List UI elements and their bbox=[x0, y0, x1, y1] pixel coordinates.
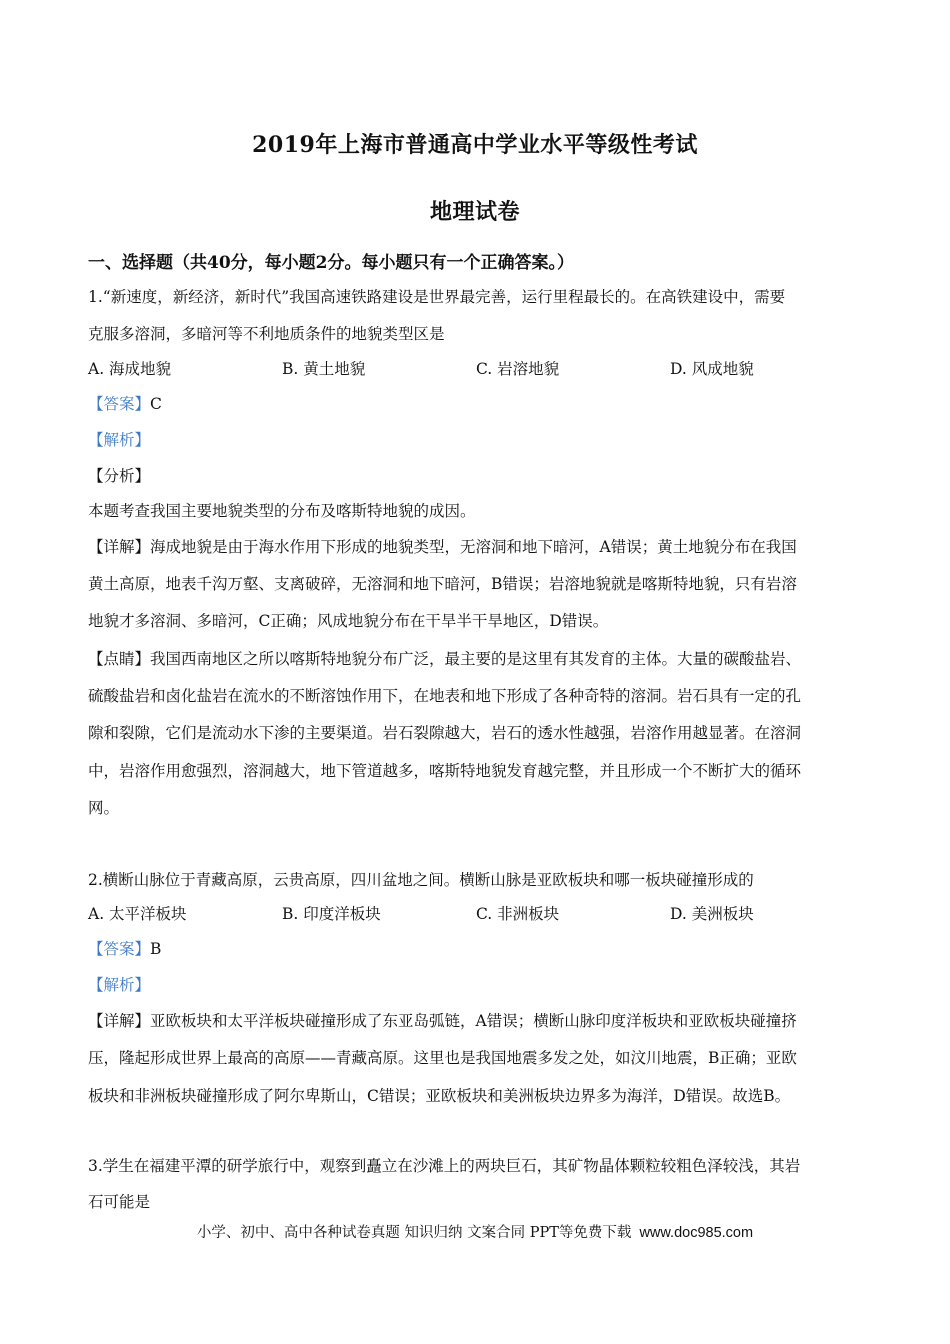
section-heading: 一、选择题（共40分，每小题2分。每小题只有一个正确答案。） bbox=[88, 253, 574, 273]
q1-detail-line-1: 【详解】海成地貌是由于海水作用下形成的地貌类型，无溶洞和地下暗河，A错误；黄土地貌分布在我国 bbox=[88, 538, 797, 556]
q1-fenxi-tag: 【分析】 bbox=[88, 467, 151, 485]
q1-detail-line-3: 地貌才多溶洞、多暗河，C正确；风成地貌分布在干旱半干旱地区，D错误。 bbox=[88, 612, 609, 630]
q2-detail-line-2: 压，隆起形成世界上最高的高原——青藏高原。这里也是我国地震多发之处，如汶川地震，B正确；亚欧 bbox=[88, 1049, 797, 1067]
q1-option-b: B. 黄土地貌 bbox=[282, 360, 366, 378]
q1-answer bbox=[88, 392, 868, 414]
q1-dianjing-line-2: 硫酸盐岩和卤化盐岩在流水的不断溶蚀作用下，在地表和地下形成了各种奇特的溶洞。岩石具有一定的孔 bbox=[88, 687, 802, 705]
footer-url[interactable]: www.doc985.com bbox=[639, 1225, 754, 1241]
q2-option-a: A. 太平洋板块 bbox=[88, 905, 187, 923]
q2-options bbox=[88, 902, 868, 924]
q1-detail-line-2: 黄土高原，地表千沟万壑、支离破碎，无溶洞和地下暗河，B错误；岩溶地貌就是喀斯特地貌，只有岩溶 bbox=[88, 575, 797, 593]
q1-stem-line-2: 克服多溶洞，多暗河等不利地质条件的地貌类型区是 bbox=[88, 325, 445, 343]
q3-stem-line-1: 3.学生在福建平潭的研学旅行中，观察到矗立在沙滩上的两块巨石，其矿物晶体颗粒较粗色泽较浅，其岩 bbox=[88, 1157, 801, 1175]
q1-analysis-tag: 【解析】 bbox=[88, 431, 151, 449]
q1-fenxi-text: 本题考查我国主要地貌类型的分布及喀斯特地貌的成因。 bbox=[88, 502, 476, 520]
q3-stem-line-2: 石可能是 bbox=[88, 1193, 151, 1211]
q2-option-d: D. 美洲板块 bbox=[670, 905, 754, 923]
answer-tag: 【答案】 bbox=[88, 940, 151, 958]
page-footer bbox=[0, 1221, 950, 1242]
q1-dianjing-line-4: 中，岩溶作用愈强烈，溶洞越大，地下管道越多，喀斯特地貌发育越完整，并且形成一个不断扩大的循环 bbox=[88, 762, 802, 780]
exam-title: 2019年上海市普通高中学业水平等级性考试 bbox=[252, 132, 698, 158]
q2-answer bbox=[88, 937, 868, 959]
answer-value: C bbox=[150, 395, 162, 413]
q1-dianjing-line-1: 【点睛】我国西南地区之所以喀斯特地貌分布广泛，最主要的是这里有其发育的主体。大量的碳酸盐岩、 bbox=[88, 650, 802, 668]
q2-option-b: B. 印度洋板块 bbox=[282, 905, 381, 923]
q1-dianjing-line-5: 网。 bbox=[88, 799, 120, 817]
exam-subtitle: 地理试卷 bbox=[429, 199, 520, 225]
q2-detail-line-1: 【详解】亚欧板块和太平洋板块碰撞形成了东亚岛弧链，A错误；横断山脉印度洋板块和亚欧板块碰撞挤 bbox=[88, 1012, 797, 1030]
q1-stem-line-1: 1.“新速度，新经济，新时代”我国高速铁路建设是世界最完善，运行里程最长的。在高铁建设中，需要 bbox=[88, 288, 786, 306]
q1-options bbox=[88, 357, 868, 379]
q2-stem: 2.横断山脉位于青藏高原，云贵高原，四川盆地之间。横断山脉是亚欧板块和哪一板块碰撞形成的 bbox=[88, 871, 754, 889]
q2-option-c: C. 非洲板块 bbox=[476, 905, 560, 923]
answer-tag: 【答案】 bbox=[88, 395, 151, 413]
q2-detail-line-3: 板块和非洲板块碰撞形成了阿尔卑斯山，C错误；亚欧板块和美洲板块边界多为海洋，D错误。故选B。 bbox=[88, 1087, 791, 1105]
footer-text: 小学、初中、高中各种试卷真题 知识归纳 文案合同 PPT等免费下载 bbox=[196, 1225, 632, 1241]
q1-option-d: D. 风成地貌 bbox=[670, 360, 754, 378]
q1-option-a: A. 海成地貌 bbox=[88, 360, 172, 378]
q2-analysis-tag: 【解析】 bbox=[88, 976, 151, 994]
q1-option-c: C. 岩溶地貌 bbox=[476, 360, 560, 378]
q1-dianjing-line-3: 隙和裂隙，它们是流动水下渗的主要渠道。岩石裂隙越大，岩石的透水性越强，岩溶作用越显著。在溶洞 bbox=[88, 724, 802, 742]
answer-value: B bbox=[150, 940, 162, 958]
